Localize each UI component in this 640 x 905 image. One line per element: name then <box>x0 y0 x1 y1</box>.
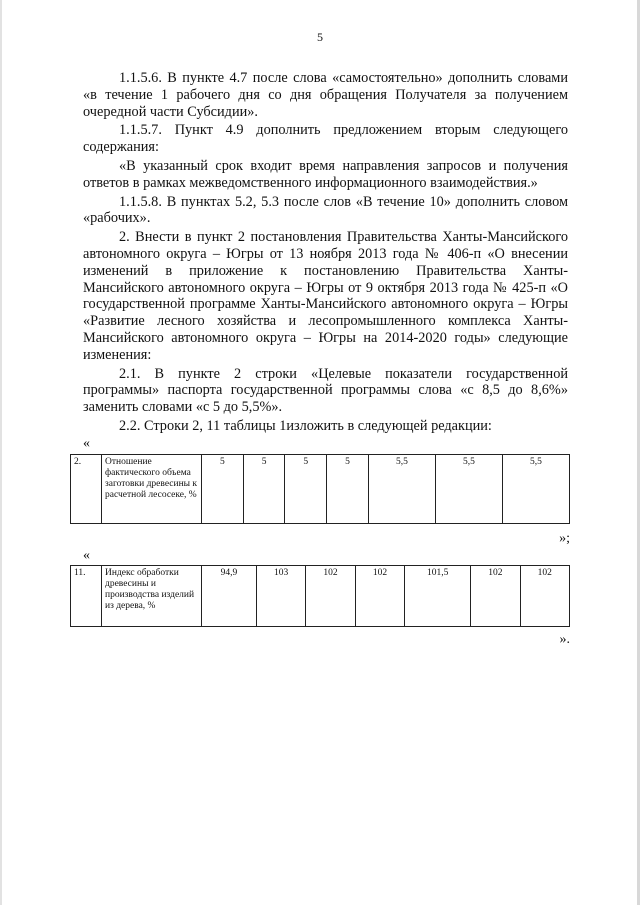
table2-value: 94,9 <box>202 566 257 627</box>
table2-row-name: Индекс обработки древесины и производства изделий из дерева, % <box>102 566 202 627</box>
paragraph-2-1: 2.1. В пункте 2 строки «Целевые показатели государственной программы» паспорта государственной программы слова «с 8,5 до 8,6%» заменить словами «с 5 до 5,5%». <box>83 365 568 416</box>
paragraph-1-1-5-7: 1.1.5.7. Пункт 4.9 дополнить предложением вторым следующего содержания: <box>83 122 568 156</box>
table1-row-name: Отношение фактического объема заготовки древесины к расчетной лесосеке, % <box>102 455 202 524</box>
paragraph-quote: «В указанный срок входит время направления запросов и получения ответов в рамках межведомственного информационного взаимодействия.» <box>83 157 568 191</box>
table1-row-number: 2. <box>71 455 102 524</box>
table1-value: 5 <box>243 455 285 524</box>
scan-left-edge <box>0 0 2 905</box>
table2-value: 101,5 <box>405 566 471 627</box>
table2-open-quote: « <box>83 548 90 563</box>
document-body <box>83 70 568 437</box>
paragraph-2: 2. Внести в пункт 2 постановления Правительства Ханты-Мансийского автономного округа – Югры от 13 ноября 2013 года № 406-п «О внесении изменений в приложение к постановлению Правительства Ханты-Мансийского автономного округа – Югры от 9 октября 2013 года № 425-п «О государственной программе Ханты-Мансийского автономного округа – Югры «Развитие лесного хозяйства и лесопромышленного комплекса Ханты-Мансийского автономного округа – Югры на 2014-2020 годы» следующие изменения: <box>83 229 568 363</box>
table1-close-quote: »; <box>559 531 570 546</box>
table1-value: 5 <box>327 455 369 524</box>
paragraph-1-1-5-6: 1.1.5.6. В пункте 4.7 после слова «самостоятельно» дополнить словами «в течение 1 рабочего дня со дня обращения Получателя за получением очередной части Субсидии». <box>83 70 568 120</box>
table1-value: 5 <box>202 455 244 524</box>
table2-value: 102 <box>471 566 520 627</box>
table1-open-quote: « <box>83 436 90 451</box>
table2-close-quote: ». <box>559 632 570 647</box>
table-row-11 <box>70 565 570 627</box>
table2-value: 103 <box>256 566 305 627</box>
table2-value: 102 <box>520 566 569 627</box>
paragraph-1-1-5-8: 1.1.5.8. В пунктах 5.2, 5.3 после слов «В течение 10» дополнить словом «рабочих». <box>83 193 568 227</box>
table1-value: 5,5 <box>502 455 569 524</box>
table1-value: 5,5 <box>435 455 502 524</box>
table2-value: 102 <box>306 566 355 627</box>
table-row-2 <box>70 454 570 524</box>
page-number: 5 <box>317 30 323 44</box>
table2-value: 102 <box>355 566 404 627</box>
paragraph-2-2: 2.2. Строки 2, 11 таблицы 1изложить в следующей редакции: <box>119 417 492 434</box>
table1-value: 5 <box>285 455 327 524</box>
table2-row-number: 11. <box>71 566 102 627</box>
table1-value: 5,5 <box>368 455 435 524</box>
